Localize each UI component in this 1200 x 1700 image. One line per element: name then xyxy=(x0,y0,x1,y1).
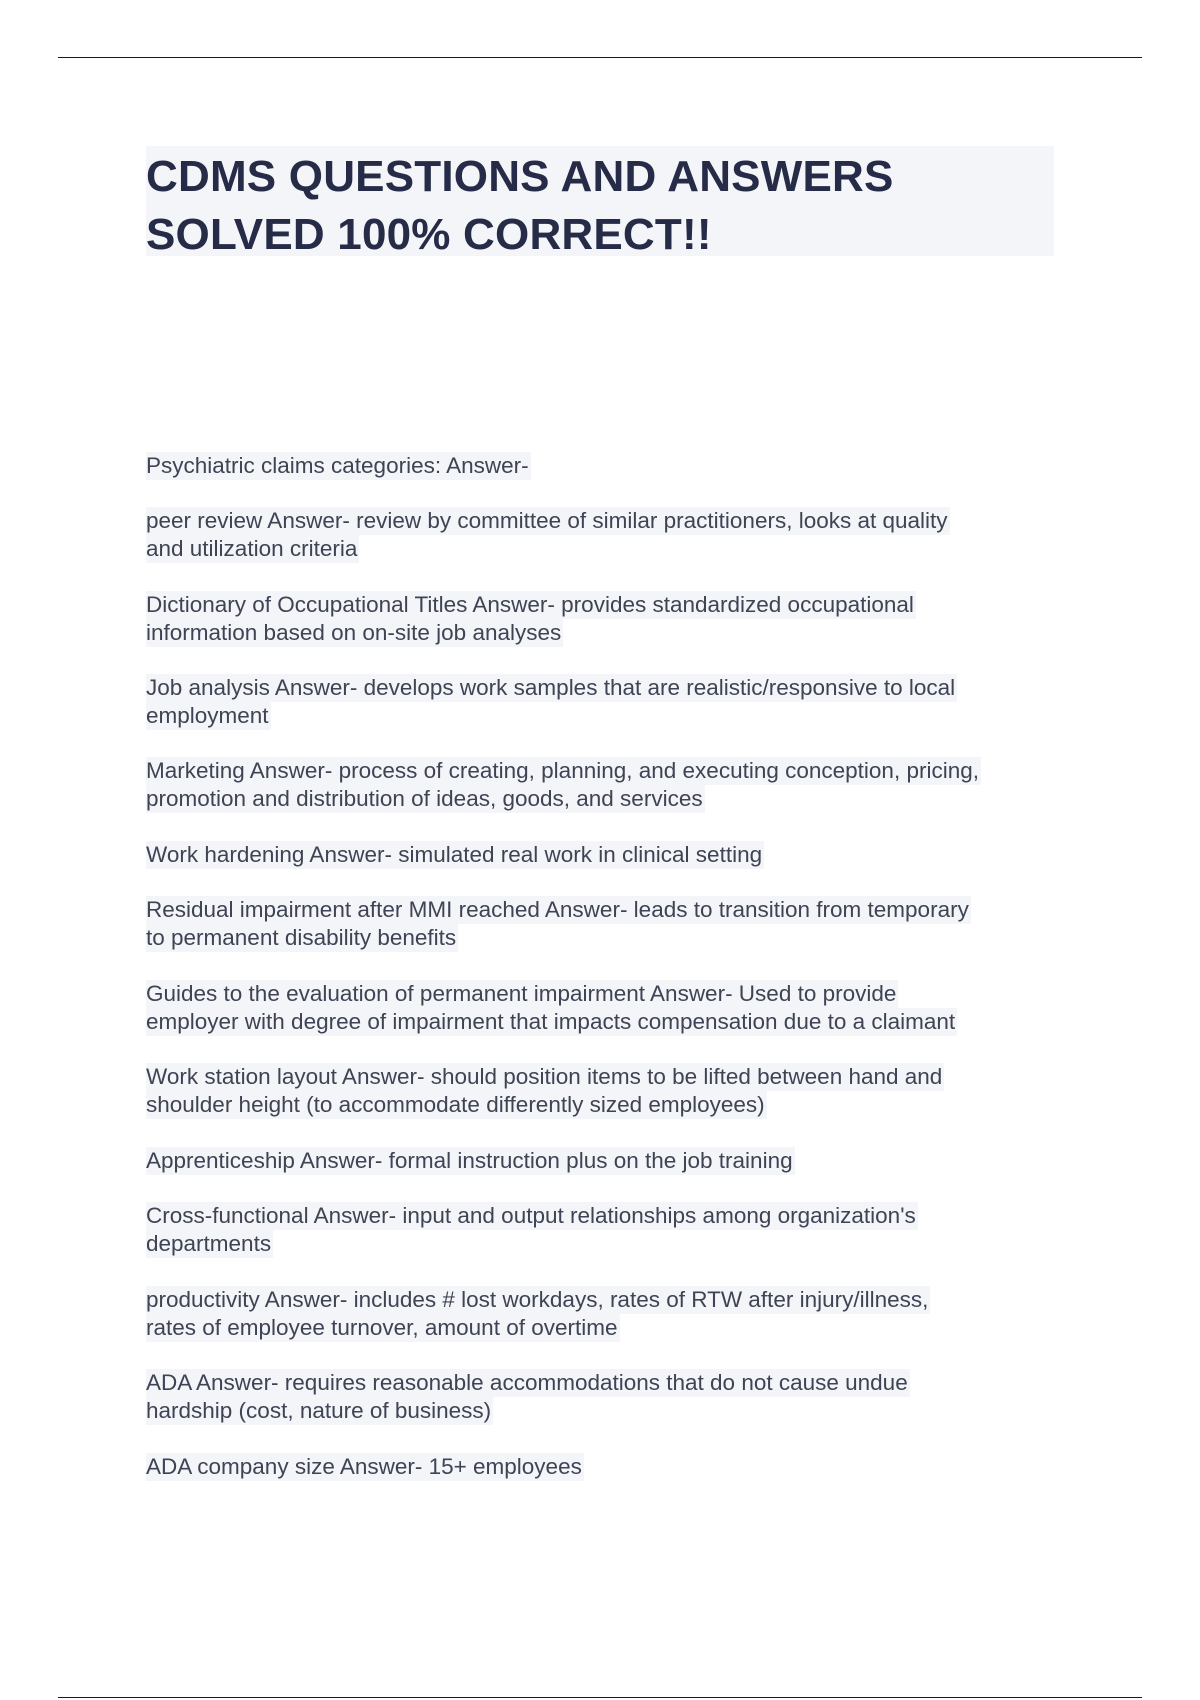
qa-item-cross-functional xyxy=(146,1202,918,1258)
qa-item-productivity xyxy=(146,1286,930,1342)
qa-line: to permanent disability benefits xyxy=(146,925,457,950)
qa-line: ADA company size Answer- 15+ employees xyxy=(146,1454,582,1479)
qa-line: Guides to the evaluation of permanent impairment Answer- Used to provide xyxy=(146,981,897,1006)
qa-line: rates of employee turnover, amount of overtime xyxy=(146,1315,618,1340)
qa-line: promotion and distribution of ideas, goods, and services xyxy=(146,786,703,811)
qa-line: peer review Answer- review by committee of similar practitioners, looks at quality xyxy=(146,508,948,533)
qa-line: Psychiatric claims categories: Answer- xyxy=(146,453,529,478)
qa-item-dictionary-occupational-titles xyxy=(146,591,916,647)
qa-line: departments xyxy=(146,1231,272,1256)
qa-line: employer with degree of impairment that impacts compensation due to a claimant xyxy=(146,1009,956,1034)
qa-line: Residual impairment after MMI reached Answer- leads to transition from temporary xyxy=(146,897,969,922)
qa-item-apprenticeship xyxy=(146,1147,795,1175)
qa-item-work-hardening xyxy=(146,841,764,869)
qa-line: shoulder height (to accommodate differently sized employees) xyxy=(146,1092,765,1117)
title-line-2: SOLVED 100% CORRECT!! xyxy=(146,210,712,259)
qa-line: Marketing Answer- process of creating, planning, and executing conception, pricing, xyxy=(146,758,979,783)
qa-line: productivity Answer- includes # lost workdays, rates of RTW after injury/illness, xyxy=(146,1287,929,1312)
qa-line: Apprenticeship Answer- formal instruction plus on the job training xyxy=(146,1148,793,1173)
qa-item-marketing xyxy=(146,757,981,813)
qa-item-ada-company-size xyxy=(146,1453,584,1481)
qa-line: information based on on-site job analyses xyxy=(146,620,562,645)
footer-rule xyxy=(58,1697,1142,1698)
qa-line: Work station layout Answer- should position items to be lifted between hand and xyxy=(146,1064,943,1089)
qa-item-work-station-layout xyxy=(146,1063,944,1119)
qa-line: hardship (cost, nature of business) xyxy=(146,1398,492,1423)
qa-item-job-analysis xyxy=(146,674,957,730)
qa-line: and utilization criteria xyxy=(146,536,358,561)
qa-item-residual-impairment xyxy=(146,896,971,952)
qa-item-psychiatric-claims xyxy=(146,452,531,480)
header-rule xyxy=(58,57,1142,58)
qa-item-guides-evaluation xyxy=(146,980,957,1036)
qa-line: employment xyxy=(146,703,269,728)
qa-line: Dictionary of Occupational Titles Answer- provides standardized occupational xyxy=(146,592,914,617)
document-title xyxy=(146,146,1054,259)
title-line-1: CDMS QUESTIONS AND ANSWERS xyxy=(146,152,894,201)
qa-item-peer-review xyxy=(146,507,950,563)
qa-line: ADA Answer- requires reasonable accommodations that do not cause undue xyxy=(146,1370,908,1395)
qa-line: Work hardening Answer- simulated real work in clinical setting xyxy=(146,842,763,867)
qa-line: Job analysis Answer- develops work samples that are realistic/responsive to local xyxy=(146,675,956,700)
qa-line: Cross-functional Answer- input and output relationships among organization's xyxy=(146,1203,916,1228)
qa-item-ada xyxy=(146,1369,910,1425)
